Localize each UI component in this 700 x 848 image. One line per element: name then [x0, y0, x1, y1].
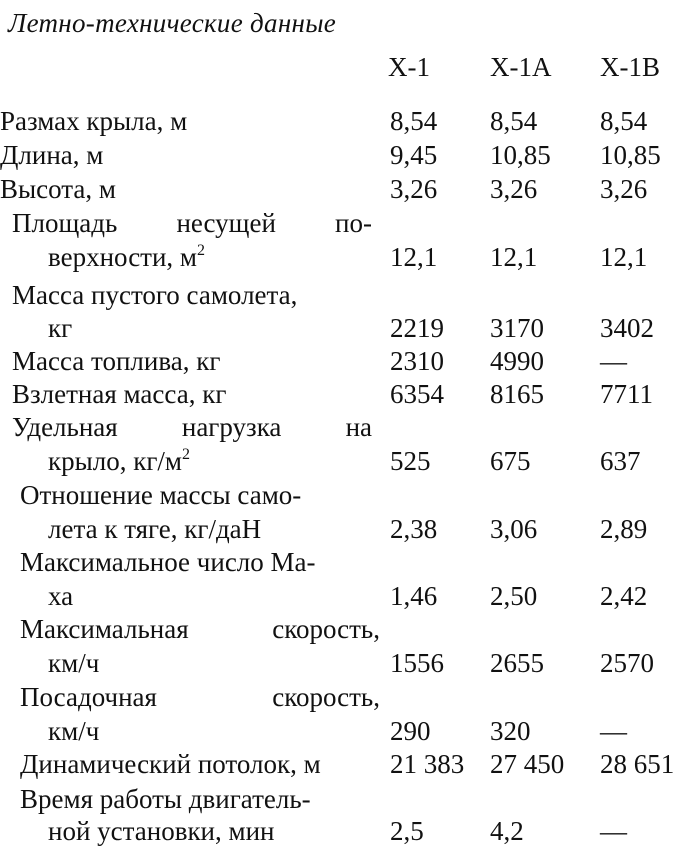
spec-row-continuation [0, 444, 700, 478]
spec-row [0, 104, 700, 138]
row-label: Площадь несущей по- [12, 208, 372, 238]
spec-row [0, 410, 700, 444]
row-label: Длина, м [0, 140, 104, 170]
spec-row-continuation [0, 579, 700, 613]
value-x1: 2,38 [390, 514, 438, 544]
spec-row [0, 782, 700, 816]
row-label: км/ч [48, 716, 100, 746]
row-label: Время работы двигатель- [20, 784, 311, 814]
column-header-x1: X-1 [388, 52, 430, 82]
value-x1: 9,45 [390, 140, 438, 170]
value-x1b: — [600, 346, 627, 376]
value-x1: 8,54 [390, 106, 438, 136]
value-x1b: 10,85 [600, 140, 661, 170]
value-x1b: 7711 [600, 379, 653, 409]
spec-row [0, 377, 700, 411]
spec-row-continuation [0, 311, 700, 345]
spec-row-continuation [0, 646, 700, 680]
row-label: Взлетная масса, кг [12, 379, 227, 409]
value-x1: 12,1 [390, 242, 438, 272]
value-x1b: 8,54 [600, 106, 648, 136]
value-x1b: 3,26 [600, 174, 648, 204]
value-x1b: 2,42 [600, 581, 648, 611]
row-label: Высота, м [0, 174, 116, 204]
row-label: Масса пустого самолета, [12, 280, 298, 310]
value-x1a: 27 450 [490, 749, 565, 779]
value-x1a: 3,26 [490, 174, 538, 204]
row-label: Отношение массы само- [20, 480, 302, 510]
row-label: Удельная нагрузка на [12, 412, 372, 442]
value-x1: 2,5 [390, 816, 424, 846]
spec-row [0, 612, 700, 646]
row-label: Посадочная скорость, [20, 682, 380, 712]
value-x1a: 10,85 [490, 140, 551, 170]
column-header-x1b: X-1B [600, 52, 660, 82]
value-x1a: 12,1 [490, 242, 538, 272]
spec-row [0, 138, 700, 172]
spec-row [0, 344, 700, 378]
row-label: Максимальная скорость, [20, 614, 380, 644]
value-x1: 2310 [390, 346, 444, 376]
row-label: крыло, $кг/м^2$ [48, 446, 191, 476]
value-x1a: 320 [490, 716, 531, 746]
value-x1a: 4,2 [490, 816, 524, 846]
row-label: Динамический потолок, м [20, 749, 321, 779]
value-x1a: 8,54 [490, 106, 538, 136]
value-x1: 525 [390, 446, 431, 476]
value-x1b: 637 [600, 446, 641, 476]
column-header-x1a: X-1A [490, 52, 552, 82]
row-label: кг [48, 313, 73, 343]
value-x1a: 675 [490, 446, 531, 476]
spec-row [0, 545, 700, 579]
page-title: Летно-технические данные [8, 8, 337, 38]
value-x1a: 2,50 [490, 581, 538, 611]
row-label: ха [48, 581, 74, 611]
spec-row [0, 278, 700, 312]
value-x1b: — [600, 716, 627, 746]
row-label: лета к тяге, кг/даН [48, 514, 262, 544]
value-x1: 290 [390, 716, 431, 746]
value-x1b: — [600, 816, 627, 846]
value-x1: 6354 [390, 379, 444, 409]
row-label: верхности, $м^2$ [48, 242, 206, 272]
value-x1b: 12,1 [600, 242, 648, 272]
spec-row-continuation [0, 512, 700, 546]
row-label: Максимальное число Ма- [20, 547, 316, 577]
value-x1: 1556 [390, 648, 444, 678]
spec-row [0, 478, 700, 512]
row-label: Масса топлива, кг [12, 346, 221, 376]
value-x1b: 2570 [600, 648, 654, 678]
value-x1: 1,46 [390, 581, 438, 611]
spec-row-continuation [0, 814, 700, 848]
value-x1b: 2,89 [600, 514, 648, 544]
row-label: км/ч [48, 648, 100, 678]
value-x1b: 28 651 [600, 749, 675, 779]
spec-row [0, 747, 700, 781]
value-x1a: 8165 [490, 379, 544, 409]
spec-row [0, 172, 700, 206]
spec-row-continuation [0, 714, 700, 748]
value-x1: 21 383 [390, 749, 465, 779]
value-x1: 2219 [390, 313, 444, 343]
spec-row-continuation [0, 240, 700, 274]
value-x1: 3,26 [390, 174, 438, 204]
spec-row [0, 680, 700, 714]
value-x1a: 3,06 [490, 514, 538, 544]
value-x1a: 3170 [490, 313, 544, 343]
value-x1a: 2655 [490, 648, 544, 678]
spec-row [0, 206, 700, 240]
row-label: Размах крыла, м [0, 106, 188, 136]
value-x1b: 3402 [600, 313, 654, 343]
value-x1a: 4990 [490, 346, 544, 376]
row-label: ной установки, мин [48, 816, 275, 846]
